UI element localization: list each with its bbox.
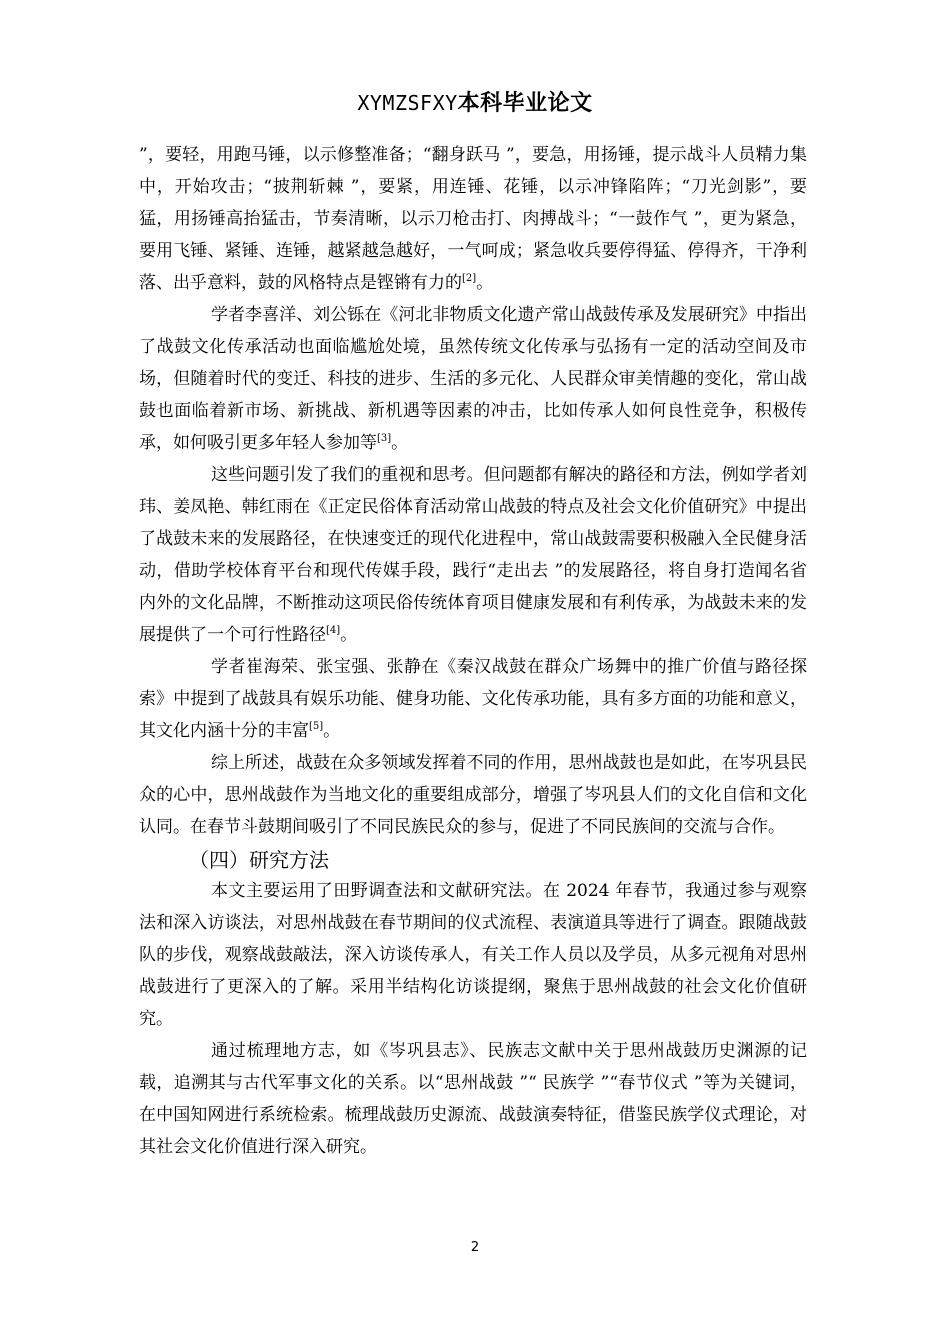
- header-latin-title: XYMZSFXY: [357, 91, 458, 115]
- paragraph-methods-fieldwork: 本文主要运用了田野调查法和文献研究法。在 2024 年春节，我通过参与观察法和深入访谈法，对思州战鼓在春节期间的仪式流程、表演道具等进行了调查。跟随战鼓队的步伐，观察战鼓敲法，深入访谈传承人，有关工作人员以及学员，从多元视角对思州战鼓进行了更深入的了解。采用半结构化访谈提纲，聚焦于思州战鼓的社会文化价值研究。: [139, 881, 807, 1029]
- header-chinese-title: 本科毕业论文: [457, 91, 593, 116]
- body-text: [139, 139, 807, 1163]
- paragraph-methods-literature: 通过梳理地方志，如《岑巩县志》、民族志文献中关于思州战鼓历史渊源的记载，追溯其与古代军事文化的关系。以“思州战鼓 ”“ 民族学 ”“春节仪式 ”等为关键词，在中国知网进行系统检索。梳理战鼓历史源流、战鼓演奏特征，借鉴民族学仪式理论，对其社会文化价值进行深入研究。: [139, 1041, 807, 1157]
- paragraph-summary: 综上所述，战鼓在众多领域发挥着不同的作用，思州战鼓也是如此，在岑巩县民众的心中，思州战鼓作为当地文化的重要组成部分，增强了岑巩县人们的文化自信和文化认同。在春节斗鼓期间吸引了不同民族民众的参与，促进了不同民族间的交流与合作。: [139, 753, 807, 837]
- paragraph-continuation: ”，要轻，用跑马锤，以示修整准备；“翻身跃马 ”，要急，用扬锤，提示战斗人员精力集中，开始攻击；“披荆斩棘 ”，要紧，用连锤、花锤，以示冲锋陷阵；“刀光剑影”，要猛，用扬锤高抬猛击，节奏清晰，以示刀枪击打、肉搏战斗；“一鼓作气 ”，更为紧急，要用飞锤、紧锤、连锤，越紧越急越好，一气呵成；紧急收兵要停得猛、停得齐，干净利落、出乎意料，鼓的风格特点是铿锵有力的[2]。: [139, 145, 807, 293]
- citation-3: [3]: [377, 433, 392, 444]
- citation-5: [5]: [309, 721, 324, 732]
- paragraph-li-xiyang: 学者李喜洋、刘公铄在《河北非物质文化遗产常山战鼓传承及发展研究》中指出了战鼓文化传承活动也面临尴尬处境，虽然传统文化传承与弘扬有一定的活动空间及市场，但随着时代的变迁、科技的进步、生活的多元化、人民群众审美情趣的变化，常山战鼓也面临着新市场、新挑战、新机遇等因素的冲击，比如传承人如何良性竞争，积极传承，如何吸引更多年轻人参加等[3]。: [139, 305, 807, 453]
- citation-2: [2]: [462, 273, 477, 284]
- paragraph-cui-hairong: 学者崔海荣、张宝强、张静在《秦汉战鼓在群众广场舞中的推广价值与路径探索》中提到了战鼓具有娱乐功能、健身功能、文化传承功能，具有多方面的功能和意义，其文化内涵十分的丰富[5]。: [139, 657, 807, 741]
- page-header: [0, 88, 950, 119]
- page-number: 2: [470, 1240, 480, 1255]
- section-heading-research-methods: （四）研究方法: [189, 848, 329, 872]
- paragraph-development-path: 这些问题引发了我们的重视和思考。但问题都有解决的路径和方法，例如学者刘玮、姜凤艳、韩红雨在《正定民俗体育活动常山战鼓的特点及社会文化价值研究》中提出了战鼓未来的发展路径，在快速变迁的现代化进程中，常山战鼓需要积极融入全民健身活动，借助学校体育平台和现代传媒手段，践行“走出去 ”的发展路径，将自身打造闻名省内外的文化品牌，不断推动这项民俗传统体育项目健康发展和有利传承，为战鼓未来的发展提供了一个可行性路径[4]。: [139, 465, 807, 645]
- citation-4: [4]: [326, 625, 341, 636]
